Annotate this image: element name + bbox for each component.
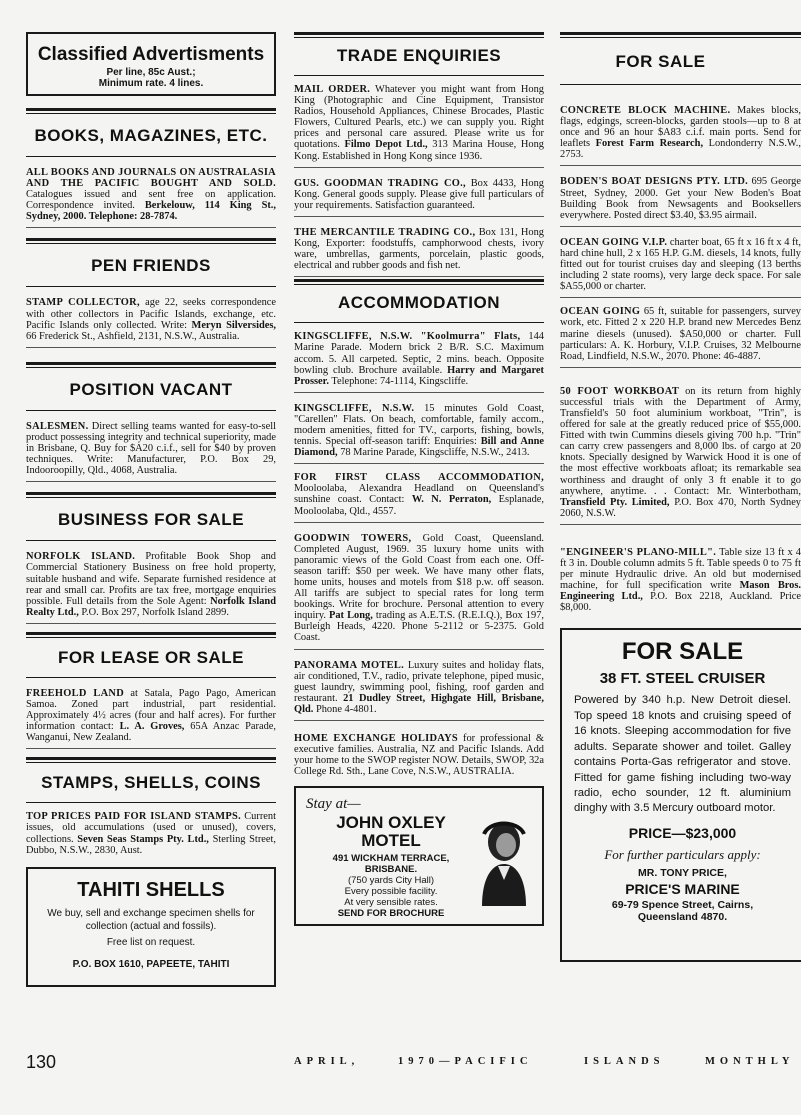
ad-norfolk-island bbox=[26, 547, 276, 624]
ad-contact: Harry and Margaret Prosser. bbox=[294, 364, 544, 387]
ad-lead: NORFOLK ISLAND. bbox=[26, 551, 136, 563]
column-right bbox=[560, 28, 801, 962]
ad-text: for professional & executive families. Australia, NZ and Pacific Islands. Add your home to the SWOP register NOW. Details, SWOP, 32a College Rd. Sth., Lane Cove, N.S.W., AUSTRALIA. bbox=[294, 733, 544, 778]
ad-lead: MAIL ORDER. bbox=[294, 84, 371, 95]
classified-title: Classified Advertisments bbox=[37, 44, 265, 65]
column-middle bbox=[294, 28, 544, 926]
ad-text-tail: 78 Marine Parade, Kingscliffe, N.S.W., 2413. bbox=[337, 447, 530, 459]
cruiser-contact-1: MR. TONY PRICE, bbox=[638, 866, 727, 879]
cruiser-address-1: 69-79 Spence Street, Cairns, bbox=[611, 898, 754, 911]
ad-gus-goodman bbox=[294, 174, 544, 217]
section-heading-pen-friends: PEN FRIENDS bbox=[91, 256, 211, 276]
ad-mooloolaba bbox=[294, 468, 544, 522]
cruiser-contact-2: PRICE'S MARINE bbox=[625, 880, 740, 897]
ad-freehold-land bbox=[26, 684, 276, 749]
ad-text-tail: P.O. Box 297, Norfolk Island 2899. bbox=[78, 606, 229, 618]
classified-box bbox=[26, 32, 276, 96]
tahiti-shells-box bbox=[26, 867, 276, 987]
ad-contact: Filmo Depot Ltd., bbox=[344, 139, 428, 151]
ad-lead: STAMP COLLECTOR, bbox=[26, 297, 140, 309]
ad-text: charter boat, 65 ft x 16 ft x 4 ft, hard chine hull, 2 x 165 H.P. G.M. diesels, 14 knots, fully fitted out for tourist cruises day and sleeping (13 berths including 2 state rooms), very large deck space. For sale $A55,000 or charter. bbox=[560, 236, 801, 293]
ad-lead: GUS. GOODMAN TRADING CO., bbox=[294, 177, 466, 189]
ad-contact: Pat Long, bbox=[329, 610, 373, 622]
ad-concrete-block-machine bbox=[560, 101, 801, 166]
section-heading-trade-enquiries: TRADE ENQUIRIES bbox=[336, 46, 502, 65]
page-number: 130 bbox=[26, 1052, 57, 1072]
oxley-address-2: BRISBANE. bbox=[364, 864, 418, 876]
ad-text-tail: 65A Anzac Parade, Wanganui, New Zealand. bbox=[26, 721, 276, 744]
ad-text: Profitable Book Shop and Commercial Stationery Business on free hold property, suitable husband and wife. Separate furnished residence at rear and small car. Profits are tax free, mortgage enquiries possible. Full details from the Sole Agent: bbox=[26, 551, 276, 607]
oxley-line-3: At very sensible rates. bbox=[344, 897, 438, 909]
ad-lead: TOP PRICES PAID FOR ISLAND STAMPS. bbox=[26, 811, 241, 823]
ad-lead: 50 FOOT WORKBOAT bbox=[560, 385, 680, 397]
section-heading-books: BOOKS, MAGAZINES, ETC. bbox=[34, 126, 268, 145]
ad-text: Box 4433, Hong Kong. General goods supply. Please give full particulars of your requirements. Satisfaction guaranteed. bbox=[294, 177, 544, 211]
section-rule bbox=[26, 410, 276, 411]
ad-engineers-plano-mill bbox=[560, 543, 801, 619]
classified-rate-1: Per line, 85c Aust.; bbox=[106, 67, 196, 78]
section-heading-stamps-shells-coins: STAMPS, SHELLS, COINS bbox=[41, 773, 261, 793]
section-rule bbox=[294, 322, 544, 323]
section-rule bbox=[26, 286, 276, 287]
ad-lead: KINGSCLIFFE, N.S.W. bbox=[294, 402, 415, 414]
cruiser-description: Powered by 340 h.p. New Detroit diesel. Top speed 18 knots and cruising speed of 16 knots. Sleeping accommodation for five adults. Separate shower and toilet. Galley contains Porta-Gas refrigerator and stove. Fitted for game fishing including two-way radio, echo sounder, 12 ft. aluminium dinghy with 3.5 Mercury outboard motor. bbox=[574, 694, 791, 815]
section-heading-for-sale: FOR SALE bbox=[615, 52, 706, 71]
footer-month: APRIL, bbox=[294, 1056, 360, 1067]
ad-lead: FREEHOLD LAND bbox=[26, 687, 125, 699]
ad-contact: Forest Farm Research, bbox=[595, 138, 704, 150]
footer-monthly: MONTHLY bbox=[705, 1056, 795, 1067]
ad-text: 15 minutes Gold Coast, "Carellen" Flats. On beach, comfortable, family accom., modern amenities, fitted for TV., carports, fishing, bowls, tennis. Special off-season tariff: Enquiries: bbox=[294, 402, 544, 448]
ad-lead: "ENGINEER'S PLANO-MILL". bbox=[560, 546, 717, 558]
ad-text: 65 ft, suitable for passengers, survey work, etc. Fitted 2 x 220 H.P. brand new Mercedes Benz marine diesels (unused). $A50,000 or charter. Full particulars: A. K. Horbury, V.I.P. Cruises, 32 Melbourne Road, Lindfield, N.S.W., 2070. Phone: 46-4887. bbox=[560, 306, 801, 362]
ad-text: on its return from highly successful trials with the Department of Army, Transfield's 50 foot aluminium workboat, "Trin", is offered for sale at the greatly reduced price of $55,000. Fitted with twin Cummins diesels giving 700 h.p. "Trin" can carry crew passengers and 8,000 lbs. of cargo at 20 knots. Specially designed by Warwick Hood it is one of the most effective workboats afloat; its remarkable sea worthiness and draught of only 3 ft enable it to go anywhere, anytime. . . Contact: Mr. Winterbotham, bbox=[560, 385, 801, 497]
ad-text-tail: P.O. Box 470, North Sydney 2060, N.S.W. bbox=[560, 496, 801, 519]
ad-lead: THE MERCANTILE TRADING CO., bbox=[294, 226, 476, 238]
ad-panorama-motel bbox=[294, 656, 544, 721]
oxley-address-1: 491 WICKHAM TERRACE, bbox=[332, 853, 450, 865]
ad-ocean-going-65ft bbox=[560, 302, 801, 367]
section-heading-position-vacant: POSITION VACANT bbox=[69, 379, 233, 399]
ad-text-tail: trading as A.E.T.S. (R.E.I.Q.), Box 197, Burleigh Heads, 4220. Phone 5-2112 or 5-2375. Gold Coast. bbox=[294, 610, 544, 644]
ad-lead: BODEN'S BOAT DESIGNS PTY. LTD. bbox=[560, 176, 749, 188]
ad-contact: L. A. Groves, bbox=[119, 721, 185, 733]
ad-lead: SALESMEN. bbox=[26, 420, 89, 432]
page-footer bbox=[0, 1052, 801, 1082]
ad-ocean-going-vip bbox=[560, 233, 801, 298]
oxley-line-1: (750 yards City Hall) bbox=[347, 875, 435, 887]
cruiser-subtitle: 38 FT. STEEL CRUISER bbox=[599, 670, 766, 688]
ad-bodens-boat-designs bbox=[560, 172, 801, 226]
section-rule bbox=[26, 540, 276, 541]
ad-contact: Transfield Pty. Limited, bbox=[560, 496, 670, 508]
ad-contact: Bill and Anne Diamond, bbox=[294, 436, 544, 459]
ad-text-tail: 313 Marina House, Hong Kong. Established in Hong Kong since 1936. bbox=[294, 139, 544, 162]
oxley-name-2: MOTEL bbox=[361, 831, 421, 851]
ad-mercantile-trading bbox=[294, 223, 544, 277]
ad-text: Mooloolaba, Alexandra Headland on Queensland's sunshine coast. Contact: bbox=[294, 483, 544, 506]
ad-island-stamps bbox=[26, 807, 276, 860]
ad-books-berkelouw bbox=[26, 163, 276, 228]
ad-text-tail: Phone 4-4801. bbox=[313, 703, 377, 715]
ad-text: Luxury suites and holiday flats, air conditioned, T.V., radio, private telephone, piped music, guest laundry, swimming pool, fishing, roof garden and restaurant. bbox=[294, 659, 544, 704]
ad-lead: ALL BOOKS AND JOURNALS ON AUSTRALASIA AND THE PACIFIC BOUGHT AND SOLD. bbox=[26, 167, 276, 190]
section-heading-for-lease-or-sale: FOR LEASE OR SALE bbox=[57, 647, 245, 667]
oxley-line-4: SEND FOR BROCHURE bbox=[337, 908, 445, 920]
section-rule bbox=[26, 156, 276, 157]
ad-koolmurra-flats bbox=[294, 327, 544, 392]
ad-text-tail: Esplanade, Mooloolaba, Qld., 4557. bbox=[294, 494, 544, 517]
steel-cruiser-box bbox=[560, 628, 801, 962]
ad-lead: OCEAN GOING V.I.P. bbox=[560, 236, 668, 248]
ad-lead: OCEAN GOING bbox=[560, 306, 641, 318]
ad-lead: CONCRETE BLOCK MACHINE. bbox=[560, 105, 731, 116]
ad-text: Direct selling teams wanted for easy-to-sell product possessing integrity and technical superiority, made in Brisbane, Q. Buy for $A20 c.i.f., sell for $40 by proven techniques. Write: Manufacturer, P.O. Box 29, Indooroopilly, Qld., 4068, Australia. bbox=[26, 420, 276, 477]
classified-rate-2: Minimum rate. 4 lines. bbox=[98, 78, 204, 89]
section-rule bbox=[26, 802, 276, 803]
ad-text-tail: 66 Frederick St., Ashfield, 2131, N.S.W., Australia. bbox=[26, 330, 240, 342]
ad-lead: PANORAMA MOTEL. bbox=[294, 659, 405, 671]
section-heading-accommodation: ACCOMMODATION bbox=[338, 293, 500, 313]
ad-contact: Seven Seas Stamps Pty. Ltd., bbox=[77, 833, 209, 845]
ad-lead: FOR FIRST CLASS ACCOMMODATION, bbox=[294, 472, 544, 484]
ad-mail-order bbox=[294, 80, 544, 168]
tahiti-title: TAHITI SHELLS bbox=[77, 878, 225, 901]
oxley-text-block bbox=[306, 813, 476, 919]
cruiser-apply: For further particulars apply: bbox=[604, 846, 761, 862]
ad-contact: Mason Bros. Engineering Ltd., bbox=[560, 580, 801, 603]
ad-salesmen bbox=[26, 417, 276, 482]
tahiti-free-list: Free list on request. bbox=[106, 936, 196, 948]
ad-lead: GOODWIN TOWERS, bbox=[294, 532, 412, 544]
ad-text-tail: P.O. Box 2218, Auckland. Price $8,000. bbox=[560, 591, 801, 614]
ad-contact: Norfolk Island Realty Ltd., bbox=[26, 595, 276, 618]
ad-text: Table size 13 ft x 4 ft 3 in. Double column admits 5 ft. Table speeds 0 to 75 ft per minute Hydraulic drive. An old but modernised machine, for full specification write bbox=[560, 546, 801, 592]
ad-contact: Meryn Silversides, bbox=[191, 319, 276, 331]
footer-islands: ISLANDS bbox=[584, 1056, 665, 1067]
ad-home-exchange bbox=[294, 729, 544, 782]
ad-text: 695 George Street, Sydney, 2000. Get your New Boden's Boat Building Book from Newsagents and Booksellers everywhere. Posted direct $3.40, $3.95 airmail. bbox=[560, 176, 801, 221]
cruiser-price: PRICE—$23,000 bbox=[628, 824, 737, 841]
footer-year-publication: 1970—PACIFIC bbox=[398, 1056, 533, 1067]
ad-carellen-flats bbox=[294, 399, 544, 464]
ad-text: 144 Marine Parade. Modern brick 2 B/R. S.C. Maximum accom. 5. All carpeted. Septic, 2 mins. beach. Opposite bowling club. Brochure available. bbox=[294, 331, 544, 376]
ad-stamp-collector bbox=[26, 293, 276, 347]
section-rule bbox=[26, 677, 276, 678]
column-left bbox=[26, 28, 276, 987]
section-rule bbox=[560, 84, 801, 85]
ad-goodwin-towers bbox=[294, 529, 544, 650]
ad-text: Gold Coast, Queensland. Completed August, 1969. 35 luxury home units with panoramic views of the Gold Coast from each one. Off-season tariff: $50 per week. We have many other flats, home units, houses and motels from $18 p.w. off season. All tariffs are subject to special rates for long term bookings. Write for brochure. Personal attention to every inquiry. bbox=[294, 532, 544, 622]
section-heading-business-for-sale: BUSINESS FOR SALE bbox=[57, 510, 245, 530]
tahiti-address: P.O. BOX 1610, PAPEETE, TAHITI bbox=[72, 958, 230, 970]
ad-contact: Berkelouw, 114 King St., Sydney, 2000. Telephone: 28-7874. bbox=[26, 200, 276, 223]
ad-text-tail: Sterling Street, Dubbo, N.S.W., 2830, Aust. bbox=[26, 833, 276, 856]
tahiti-text: We buy, sell and exchange specimen shells for collection (actual and fossils). bbox=[47, 907, 255, 932]
ad-text-tail: Telephone: 74-1114, Kingscliffe. bbox=[328, 375, 469, 387]
ad-text: Makes blocks, flags, edgings, screen-blocks, garden stools—up to 8 at once and 96 an hour $A83 c.i.f. main ports. Send for leaflets bbox=[560, 105, 801, 150]
john-oxley-motel-box bbox=[294, 786, 544, 926]
ad-lead: HOME EXCHANGE HOLIDAYS bbox=[294, 733, 459, 745]
cruiser-title: FOR SALE bbox=[621, 638, 744, 666]
ad-text: Current issues, old accumulations (used or unused), covers, collections. bbox=[26, 811, 276, 845]
section-rule bbox=[294, 75, 544, 76]
ad-contact: W. N. Perraton, bbox=[411, 494, 492, 506]
ad-50-foot-workboat bbox=[560, 382, 801, 525]
cruiser-address-2: Queensland 4870. bbox=[637, 910, 728, 923]
ad-lead: KINGSCLIFFE, N.S.W. "Koolmurra" Flats, bbox=[294, 331, 521, 343]
oxley-name-1: JOHN OXLEY bbox=[336, 813, 446, 833]
ad-text: Box 131, Hong Kong, Exporter: foodstuffs, camphorwood chests, ivory ware, umbrellas, garments, porcelain, plastic goods, electrical and rubber goods and fish net. bbox=[294, 226, 544, 272]
ad-contact: 21 Dudley Street, Highgate Hill, Brisbane, Qld. bbox=[294, 692, 544, 715]
ad-text: at Satala, Pago Pago, American Samoa. Zoned part industrial, part residential. Approximately 4½ acres (four and half acres). For further information contact: bbox=[26, 687, 276, 733]
oxley-line-2: Every possible facility. bbox=[344, 886, 438, 898]
ad-text: Catalogues issued and sent free on application. Correspondence invited. bbox=[26, 189, 276, 212]
ad-text: age 22, seeks correspondence with other collectors in Pacific Islands, exchange, etc. Pacific Islands only collected. Write: bbox=[26, 297, 276, 331]
ad-text: Whatever you might want from Hong King (Photographic and Cine Equipment, Transistor Radios, Household Appliances, Chinese Brocades, Plastic Flowers, Cultured Pearls, etc.) we can supply you. Right prices and personal care assured. Please write us for quotations. bbox=[294, 84, 544, 151]
ad-text-tail: Londonderry N.S.W., 2753. bbox=[560, 138, 801, 161]
settler-portrait-icon bbox=[476, 818, 532, 906]
oxley-stay-at: Stay at— bbox=[306, 796, 361, 813]
